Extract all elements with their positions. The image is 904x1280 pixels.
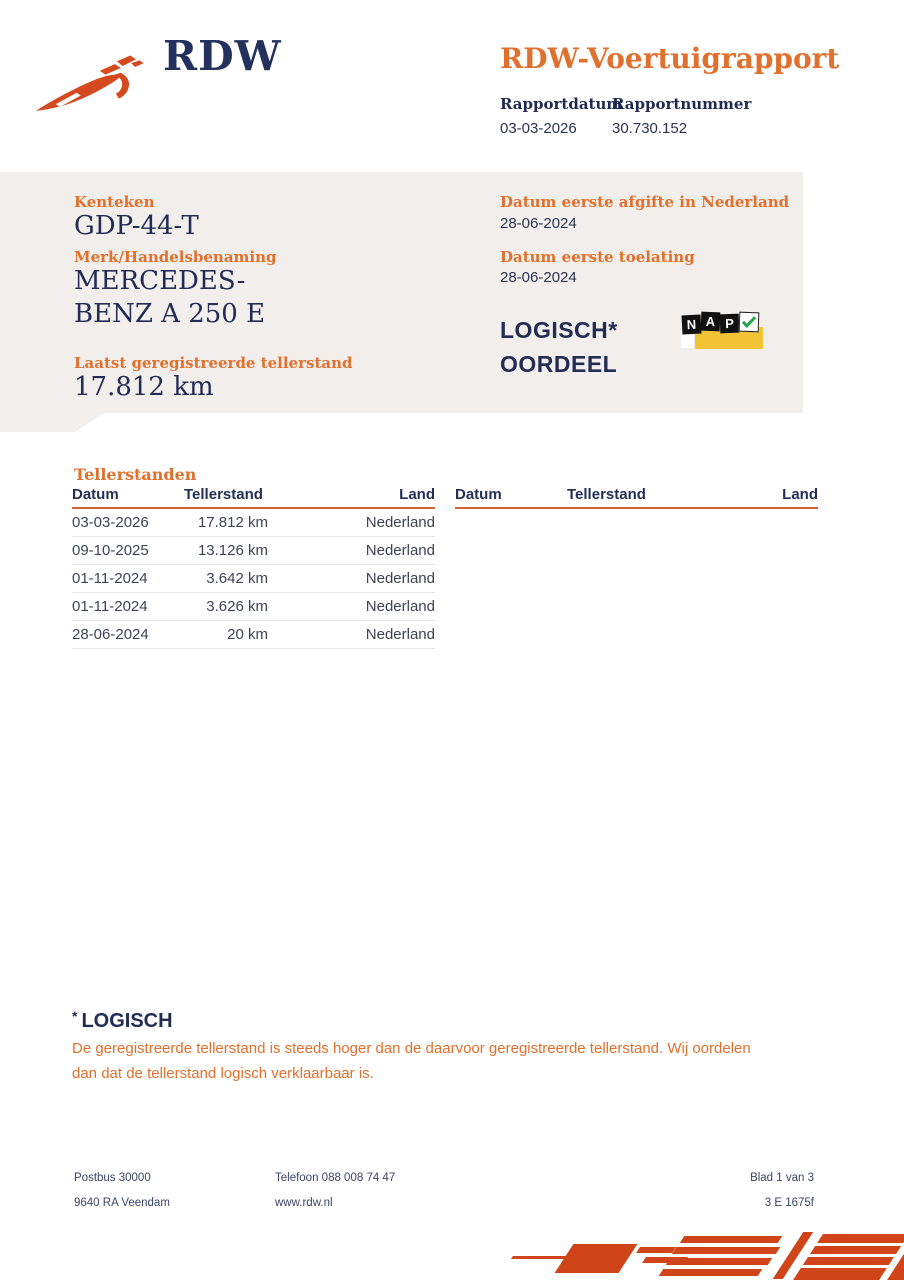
footer-address-line2: 9640 RA Veendam xyxy=(74,1197,170,1209)
rdw-feather-icon xyxy=(33,52,155,122)
tellerstand-value: 17.812 km xyxy=(74,372,214,402)
column-header-land: Land xyxy=(782,486,818,503)
report-number-block xyxy=(612,95,751,137)
tellerstanden-tables xyxy=(72,486,818,649)
afgifte-value: 28-06-2024 xyxy=(500,215,577,232)
stripe xyxy=(636,1247,676,1253)
verdict-heading-text: LOGISCH xyxy=(81,1010,173,1032)
nap-check-icon xyxy=(739,312,760,333)
nap-letter-a: A xyxy=(701,312,721,332)
afgifte-label: Datum eerste afgifte in Nederland xyxy=(500,193,790,211)
tellerstanden-heading: Tellerstanden xyxy=(74,465,197,484)
verdict-text: LOGISCH* OORDEEL xyxy=(500,317,618,377)
verdict-explanation-heading xyxy=(72,1008,173,1033)
tellerstanden-table-2 xyxy=(455,486,818,649)
report-date-block xyxy=(500,95,623,137)
verdict-explanation-body: De geregistreerde tellerstand is steeds hoger dan de daarvoor geregistreerde tellerstand. Wij oordelen dan dat de tellerstand logisch verklaarbaar is. xyxy=(72,1040,751,1082)
cell-tellerstand: 13.126 km xyxy=(197,542,268,559)
column-header-datum: Datum xyxy=(455,486,502,503)
table-header-row xyxy=(72,486,435,509)
nap-white-square xyxy=(681,335,694,348)
report-meta xyxy=(500,95,751,137)
toelating-label: Datum eerste toelating xyxy=(500,248,695,266)
tellerstanden-table-1 xyxy=(72,486,435,649)
table-row xyxy=(72,509,435,537)
rdw-logo-text: RDW xyxy=(163,32,282,80)
column-header-tellerstand: Tellerstand xyxy=(184,486,263,503)
cell-land: Nederland xyxy=(365,626,435,643)
report-title: RDW-Voertuigrapport xyxy=(500,42,840,75)
stripe xyxy=(672,1247,781,1254)
cell-tellerstand: 3.642 km xyxy=(206,570,268,587)
nap-letter-n: N xyxy=(682,315,702,335)
footer-address-line1: Postbus 30000 xyxy=(74,1172,151,1184)
kenteken-label: Kenteken xyxy=(74,193,155,211)
merk-label: Merk/Handelsbenaming xyxy=(74,248,277,266)
cell-tellerstand: 20 km xyxy=(227,626,268,643)
footer-row-2 xyxy=(74,1197,814,1209)
cell-datum: 03-03-2026 xyxy=(72,514,149,531)
column-header-datum: Datum xyxy=(72,486,119,503)
stripe xyxy=(555,1244,638,1273)
footer-website: www.rdw.nl xyxy=(275,1197,333,1209)
table-row xyxy=(72,537,435,565)
stripe xyxy=(666,1258,773,1265)
cell-land: Nederland xyxy=(365,598,435,615)
striped-block xyxy=(793,1234,904,1280)
footer-page-indicator: Blad 1 van 3 xyxy=(750,1172,814,1184)
tellerstand-label: Laatst geregistreerde tellerstand xyxy=(74,354,353,372)
cell-datum: 01-11-2024 xyxy=(72,570,148,587)
cell-land: Nederland xyxy=(365,514,435,531)
rdw-speed-stripes-graphic xyxy=(512,1226,904,1280)
cell-tellerstand: 3.626 km xyxy=(206,598,268,615)
stripe xyxy=(659,1269,763,1276)
toelating-value: 28-06-2024 xyxy=(500,269,577,286)
cell-datum: 09-10-2025 xyxy=(72,542,149,559)
panel-corner-tab xyxy=(0,413,104,432)
stripe xyxy=(680,1236,783,1243)
cell-land: Nederland xyxy=(365,542,435,559)
nap-letter-p: P xyxy=(720,314,740,334)
cell-tellerstand: 17.812 km xyxy=(197,514,268,531)
nap-logo xyxy=(681,309,767,355)
table-header-row xyxy=(455,486,818,509)
table-row xyxy=(72,565,435,593)
column-header-land: Land xyxy=(399,486,435,503)
report-date-value: 03-03-2026 xyxy=(500,120,577,137)
report-date-label: Rapportdatum xyxy=(500,95,623,113)
table-body xyxy=(72,509,435,649)
cell-datum: 01-11-2024 xyxy=(72,598,148,615)
footer-row-1 xyxy=(74,1172,814,1184)
cell-datum: 28-06-2024 xyxy=(72,626,149,643)
report-number-label: Rapportnummer xyxy=(612,95,752,113)
merk-value: MERCEDES-BENZ A 250 E xyxy=(74,266,266,329)
asterisk-marker: * xyxy=(72,1008,78,1024)
table-row xyxy=(72,621,435,649)
footer-phone: Telefoon 088 008 74 47 xyxy=(275,1172,396,1184)
table-row xyxy=(72,593,435,621)
cell-land: Nederland xyxy=(365,570,435,587)
kenteken-value: GDP-44-T xyxy=(74,211,199,241)
column-header-tellerstand: Tellerstand xyxy=(567,486,646,503)
footer-form-code: 3 E 1675f xyxy=(764,1197,814,1209)
report-number-value: 30.730.152 xyxy=(612,120,688,137)
